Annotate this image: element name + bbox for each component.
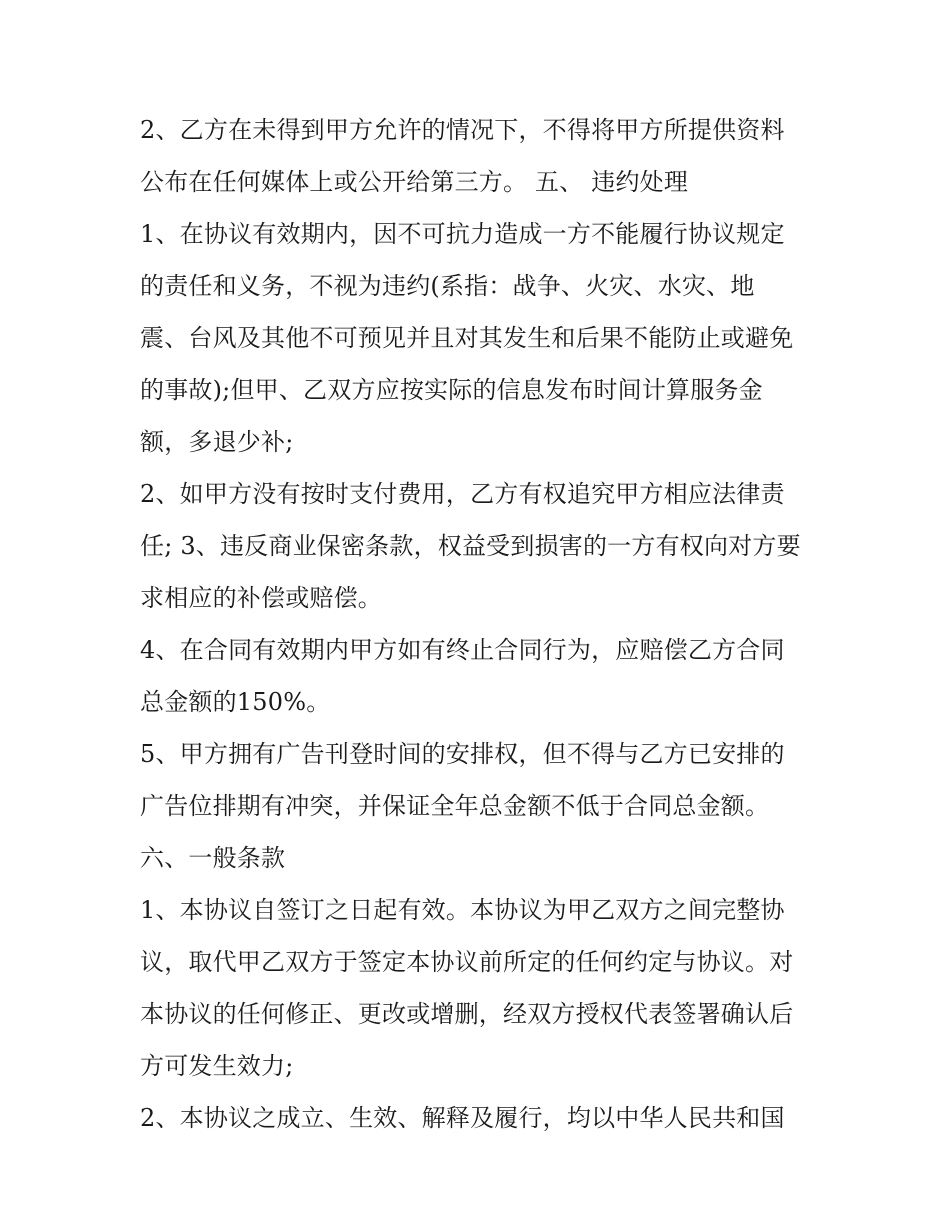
text-line: 任; 3、违反商业保密条款，权益受到损害的一方有权向对方要 bbox=[140, 532, 801, 560]
text-line: 方可发生效力; bbox=[140, 1052, 294, 1080]
text-line: 1、本协议自签订之日起有效。本协议为甲乙双方之间完整协 bbox=[140, 896, 785, 924]
text-line: 的责任和义务，不视为违约(系指：战争、火灾、水灾、地 bbox=[140, 272, 755, 300]
text-line: 1、在协议有效期内，因不可抗力造成一方不能履行协议规定 bbox=[140, 220, 785, 248]
text-line: 2、本协议之成立、生效、解释及履行，均以中华人民共和国 bbox=[140, 1104, 785, 1132]
text-line: 5、甲方拥有广告刊登时间的安排权，但不得与乙方已安排的 bbox=[140, 740, 785, 768]
text-line: 的事故);但甲、乙双方应按实际的信息发布时间计算服务金 bbox=[140, 376, 763, 404]
text-line: 总金额的150%。 bbox=[140, 688, 331, 716]
text-line: 广告位排期有冲突，并保证全年总金额不低于合同总金额。 bbox=[140, 792, 770, 820]
text-line: 本协议的任何修正、更改或增删，经双方授权代表签署确认后 bbox=[140, 1000, 794, 1028]
text-line: 震、台风及其他不可预见并且对其发生和后果不能防止或避免 bbox=[140, 324, 794, 352]
section-heading: 六、一般条款 bbox=[140, 844, 286, 872]
text-line: 2、乙方在未得到甲方允许的情况下，不得将甲方所提供资料 bbox=[140, 116, 785, 144]
text-line: 公布在任何媒体上或公开给第三方。 五、 违约处理 bbox=[140, 168, 689, 196]
text-line: 额，多退少补; bbox=[140, 428, 294, 456]
text-line: 2、如甲方没有按时支付费用，乙方有权追究甲方相应法律责 bbox=[140, 480, 785, 508]
text-line: 求相应的补偿或赔偿。 bbox=[140, 584, 382, 612]
text-line: 4、在合同有效期内甲方如有终止合同行为，应赔偿乙方合同 bbox=[140, 636, 785, 664]
text-line: 议，取代甲乙双方于签定本协议前所定的任何约定与协议。对 bbox=[140, 948, 794, 976]
